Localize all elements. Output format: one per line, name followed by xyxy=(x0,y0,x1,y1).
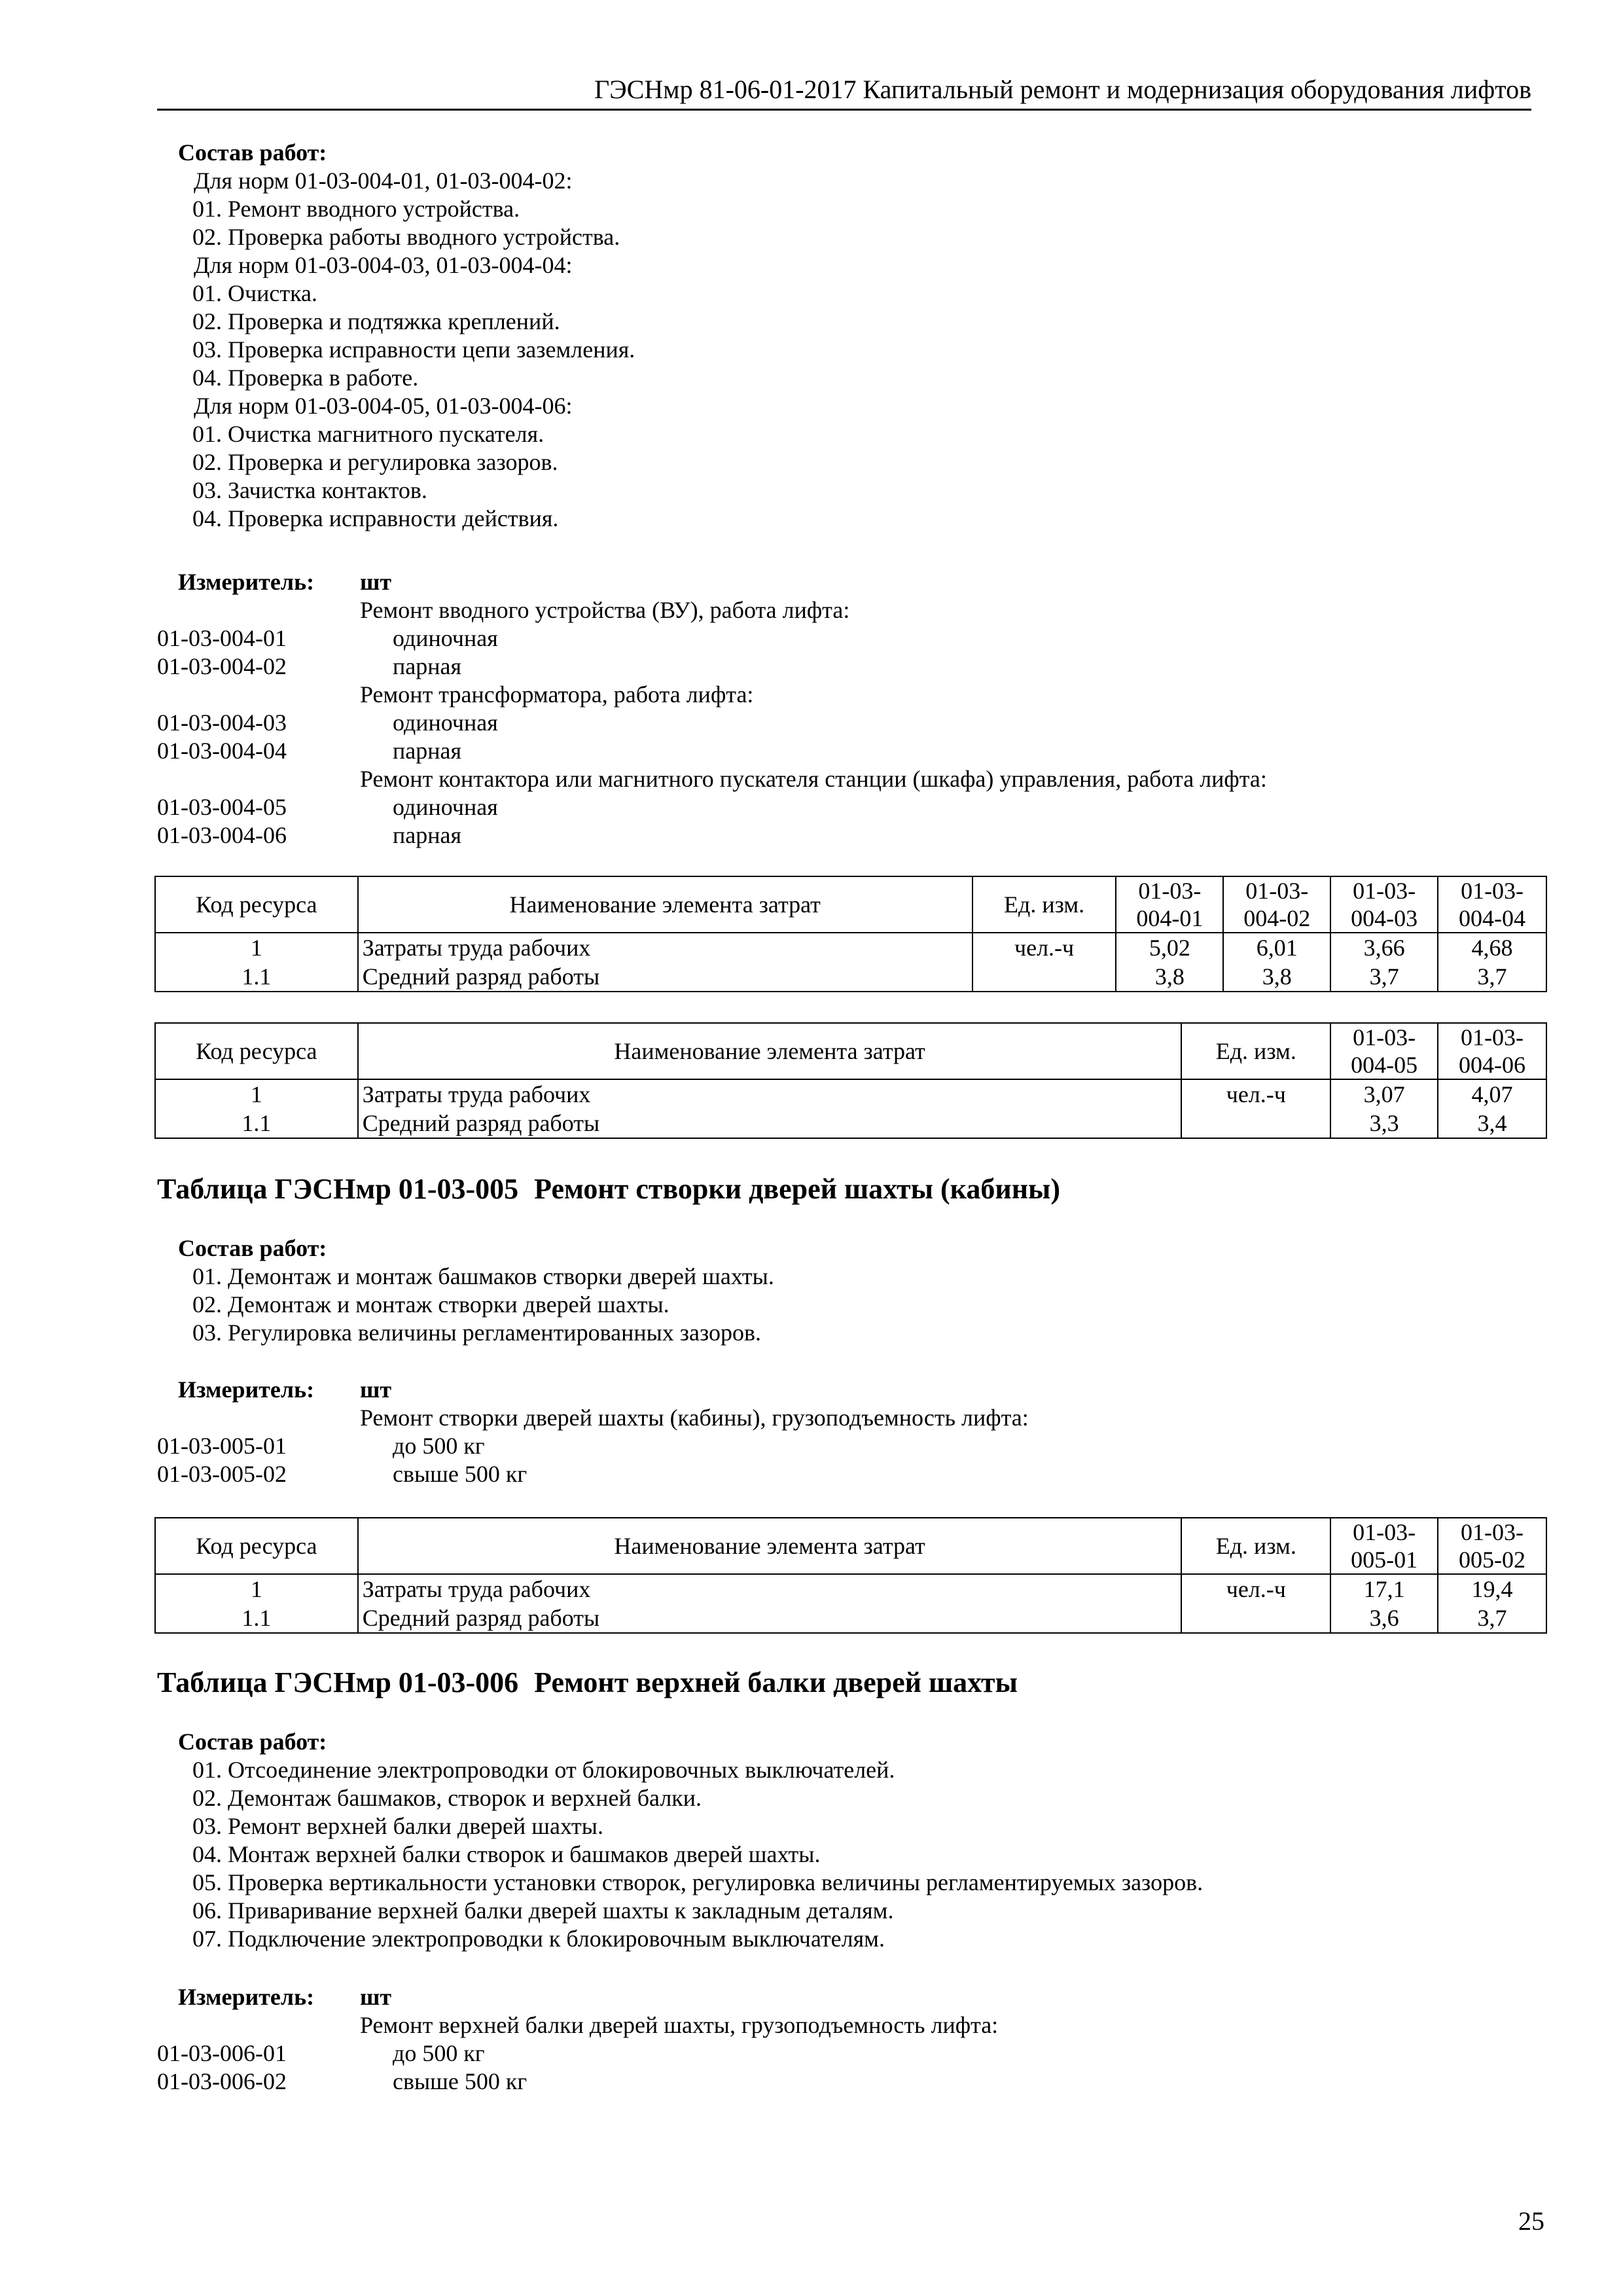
norm-group-title: Ремонт трансформатора, работа лифта: xyxy=(360,681,754,708)
table-code: Таблица ГЭСНмр 01-03-005 xyxy=(157,1173,519,1205)
list-item: Для норм 01-03-004-03, 01-03-004-04: xyxy=(194,252,573,278)
column-header: 01-03- 004-01 xyxy=(1116,876,1223,933)
table-code: Таблица ГЭСНмр 01-03-006 xyxy=(157,1666,519,1698)
resource-unit xyxy=(1181,1604,1330,1633)
resource-name: Затраты труда рабочих xyxy=(358,1574,1182,1604)
norm-name: свыше 500 кг xyxy=(393,1461,527,1487)
column-header: 01-03- 004-03 xyxy=(1330,876,1438,933)
measure-unit: шт xyxy=(360,1984,392,2010)
resource-code: 1.1 xyxy=(155,1604,358,1633)
table-row xyxy=(155,962,1546,992)
list-item: 02. Проверка работы вводного устройства. xyxy=(192,224,620,250)
measure-label: Измеритель: xyxy=(178,1376,315,1403)
running-header: ГЭСНмр 81-06-01-2017 Капитальный ремонт и модернизация оборудования лифтов xyxy=(157,73,1531,111)
resource-code: 1 xyxy=(155,1079,358,1109)
column-header: Наименование элемента затрат xyxy=(358,876,972,933)
norm-name: одиночная xyxy=(393,625,498,651)
table-cell: 3,7 xyxy=(1438,962,1546,992)
resource-table-004-b xyxy=(154,1022,1547,1139)
norm-code: 01-03-004-02 xyxy=(157,653,287,679)
resource-unit xyxy=(1181,1109,1330,1138)
column-header: Ед. изм. xyxy=(1181,1023,1330,1079)
norm-code: 01-03-004-06 xyxy=(157,822,287,848)
norm-row xyxy=(157,653,1544,681)
column-header: Ед. изм. xyxy=(1181,1518,1330,1574)
measure-unit: шт xyxy=(360,569,392,595)
norm-name: свыше 500 кг xyxy=(393,2068,527,2094)
list-item: 07. Подключение электропроводки к блокировочным выключателям. xyxy=(192,1926,885,1952)
table-cell: 3,4 xyxy=(1438,1109,1546,1138)
list-item: 04. Проверка исправности действия. xyxy=(192,505,559,531)
table-row xyxy=(155,1574,1546,1604)
column-header: 01-03- 005-01 xyxy=(1330,1518,1438,1574)
list-item: 02. Демонтаж башмаков, створок и верхней балки. xyxy=(192,1785,702,1811)
resource-name: Средний разряд работы xyxy=(358,962,972,992)
page-number: 25 xyxy=(1518,2206,1544,2236)
norm-group-title: Ремонт контактора или магнитного пускателя станции (шкафа) управления, работа лифта: xyxy=(360,766,1267,792)
work-composition-004 xyxy=(157,139,1544,533)
table-row xyxy=(155,1109,1546,1138)
measure-unit: шт xyxy=(360,1376,392,1403)
resource-unit xyxy=(972,962,1116,992)
resource-unit: чел.-ч xyxy=(1181,1079,1330,1109)
column-header: Наименование элемента затрат xyxy=(358,1023,1182,1079)
list-item: 02. Проверка и регулировка зазоров. xyxy=(192,449,558,475)
measure-005 xyxy=(157,1376,1544,1488)
table-row xyxy=(155,1604,1546,1633)
table-cell: 19,4 xyxy=(1438,1574,1546,1604)
column-header: 01-03- 005-02 xyxy=(1438,1518,1546,1574)
norm-name: парная xyxy=(393,822,462,848)
resource-code: 1 xyxy=(155,1574,358,1604)
column-header: Код ресурса xyxy=(155,1023,358,1079)
norm-row xyxy=(157,821,1544,850)
norm-name: до 500 кг xyxy=(393,1433,485,1459)
table-cell: 3,8 xyxy=(1223,962,1330,992)
work-composition-005 xyxy=(157,1234,1544,1347)
column-header: Ед. изм. xyxy=(972,876,1116,933)
table-cell: 4,68 xyxy=(1438,933,1546,962)
measure-label: Измеритель: xyxy=(178,1984,315,2010)
norm-name: парная xyxy=(393,653,462,679)
norm-group-title: Ремонт створки дверей шахты (кабины), грузоподъемность лифта: xyxy=(360,1405,1029,1431)
table-title-005 xyxy=(157,1172,1060,1207)
resource-code: 1.1 xyxy=(155,1109,358,1138)
resource-unit: чел.-ч xyxy=(1181,1574,1330,1604)
table-cell: 6,01 xyxy=(1223,933,1330,962)
norm-code: 01-03-005-02 xyxy=(157,1461,287,1487)
list-item: Для норм 01-03-004-01, 01-03-004-02: xyxy=(194,168,573,194)
list-item: 03. Регулировка величины регламентированных зазоров. xyxy=(192,1319,761,1346)
table-cell: 3,6 xyxy=(1330,1604,1438,1633)
norm-group-title: Ремонт верхней балки дверей шахты, грузоподъемность лифта: xyxy=(360,2012,999,2038)
list-item: 02. Проверка и подтяжка креплений. xyxy=(192,308,560,334)
list-item: 01. Отсоединение электропроводки от блокировочных выключателей. xyxy=(192,1757,895,1783)
column-header: Код ресурса xyxy=(155,876,358,933)
norm-code: 01-03-004-05 xyxy=(157,794,287,820)
list-item: 04. Проверка в работе. xyxy=(192,365,419,391)
norm-code: 01-03-004-01 xyxy=(157,625,287,651)
norm-code: 01-03-006-02 xyxy=(157,2068,287,2094)
table-row xyxy=(155,933,1546,962)
norm-name: одиночная xyxy=(393,709,498,736)
list-item: 02. Демонтаж и монтаж створки дверей шахты. xyxy=(192,1291,669,1318)
table-cell: 4,07 xyxy=(1438,1079,1546,1109)
list-item: 01. Ремонт вводного устройства. xyxy=(192,196,520,222)
norm-code: 01-03-006-01 xyxy=(157,2040,287,2066)
table-cell: 17,1 xyxy=(1330,1574,1438,1604)
norm-name: парная xyxy=(393,738,462,764)
list-item: 06. Приваривание верхней балки дверей шахты к закладным деталям. xyxy=(192,1897,894,1924)
table-cell: 3,66 xyxy=(1330,933,1438,962)
resource-table-005 xyxy=(154,1517,1547,1634)
list-item: 03. Ремонт верхней балки дверей шахты. xyxy=(192,1813,603,1839)
list-item: 04. Монтаж верхней балки створок и башмаков дверей шахты. xyxy=(192,1841,821,1867)
resource-code: 1 xyxy=(155,933,358,962)
norm-row xyxy=(157,1460,1544,1488)
norm-row xyxy=(157,737,1544,765)
work-composition-title: Состав работ: xyxy=(178,139,327,166)
table-name: Ремонт створки дверей шахты (кабины) xyxy=(534,1173,1061,1205)
norm-row xyxy=(157,709,1544,737)
norm-code: 01-03-004-03 xyxy=(157,709,287,736)
list-item: 01. Очистка магнитного пускателя. xyxy=(192,421,544,447)
resource-unit: чел.-ч xyxy=(972,933,1116,962)
list-item: 01. Демонтаж и монтаж башмаков створки дверей шахты. xyxy=(192,1263,774,1289)
norm-code: 01-03-004-04 xyxy=(157,738,287,764)
resource-table-004-a xyxy=(154,876,1547,992)
table-name: Ремонт верхней балки дверей шахты xyxy=(534,1666,1018,1698)
norm-name: до 500 кг xyxy=(393,2040,485,2066)
table-cell: 3,3 xyxy=(1330,1109,1438,1138)
resource-name: Средний разряд работы xyxy=(358,1109,1182,1138)
resource-name: Средний разряд работы xyxy=(358,1604,1182,1633)
work-composition-title: Состав работ: xyxy=(178,1235,327,1261)
list-item: 03. Проверка исправности цепи заземления. xyxy=(192,336,635,363)
measure-004 xyxy=(157,568,1544,850)
resource-name: Затраты труда рабочих xyxy=(358,933,972,962)
work-composition-006 xyxy=(157,1728,1544,1953)
table-cell: 3,07 xyxy=(1330,1079,1438,1109)
measure-label: Измеритель: xyxy=(178,569,315,595)
table-cell: 3,7 xyxy=(1438,1604,1546,1633)
column-header: 01-03- 004-02 xyxy=(1223,876,1330,933)
table-cell: 5,02 xyxy=(1116,933,1223,962)
column-header: Наименование элемента затрат xyxy=(358,1518,1182,1574)
measure-006 xyxy=(157,1983,1544,2096)
norm-row xyxy=(157,624,1544,653)
norm-name: одиночная xyxy=(393,794,498,820)
column-header: 01-03- 004-06 xyxy=(1438,1023,1546,1079)
table-row xyxy=(155,1079,1546,1109)
norm-row xyxy=(157,1432,1544,1460)
list-item: 01. Очистка. xyxy=(192,280,318,306)
norm-row xyxy=(157,793,1544,821)
column-header: Код ресурса xyxy=(155,1518,358,1574)
work-composition-title: Состав работ: xyxy=(178,1729,327,1755)
norm-row xyxy=(157,2039,1544,2068)
table-cell: 3,7 xyxy=(1330,962,1438,992)
column-header: 01-03- 004-04 xyxy=(1438,876,1546,933)
table-cell: 3,8 xyxy=(1116,962,1223,992)
table-title-006 xyxy=(157,1665,1018,1700)
resource-code: 1.1 xyxy=(155,962,358,992)
norm-group-title: Ремонт вводного устройства (ВУ), работа лифта: xyxy=(360,597,850,623)
list-item: Для норм 01-03-004-05, 01-03-004-06: xyxy=(194,393,573,419)
column-header: 01-03- 004-05 xyxy=(1330,1023,1438,1079)
resource-name: Затраты труда рабочих xyxy=(358,1079,1182,1109)
norm-code: 01-03-005-01 xyxy=(157,1433,287,1459)
list-item: 05. Проверка вертикальности установки створок, регулировка величины регламентируемых зазоров. xyxy=(192,1869,1204,1895)
norm-row xyxy=(157,2068,1544,2096)
list-item: 03. Зачистка контактов. xyxy=(192,477,427,503)
